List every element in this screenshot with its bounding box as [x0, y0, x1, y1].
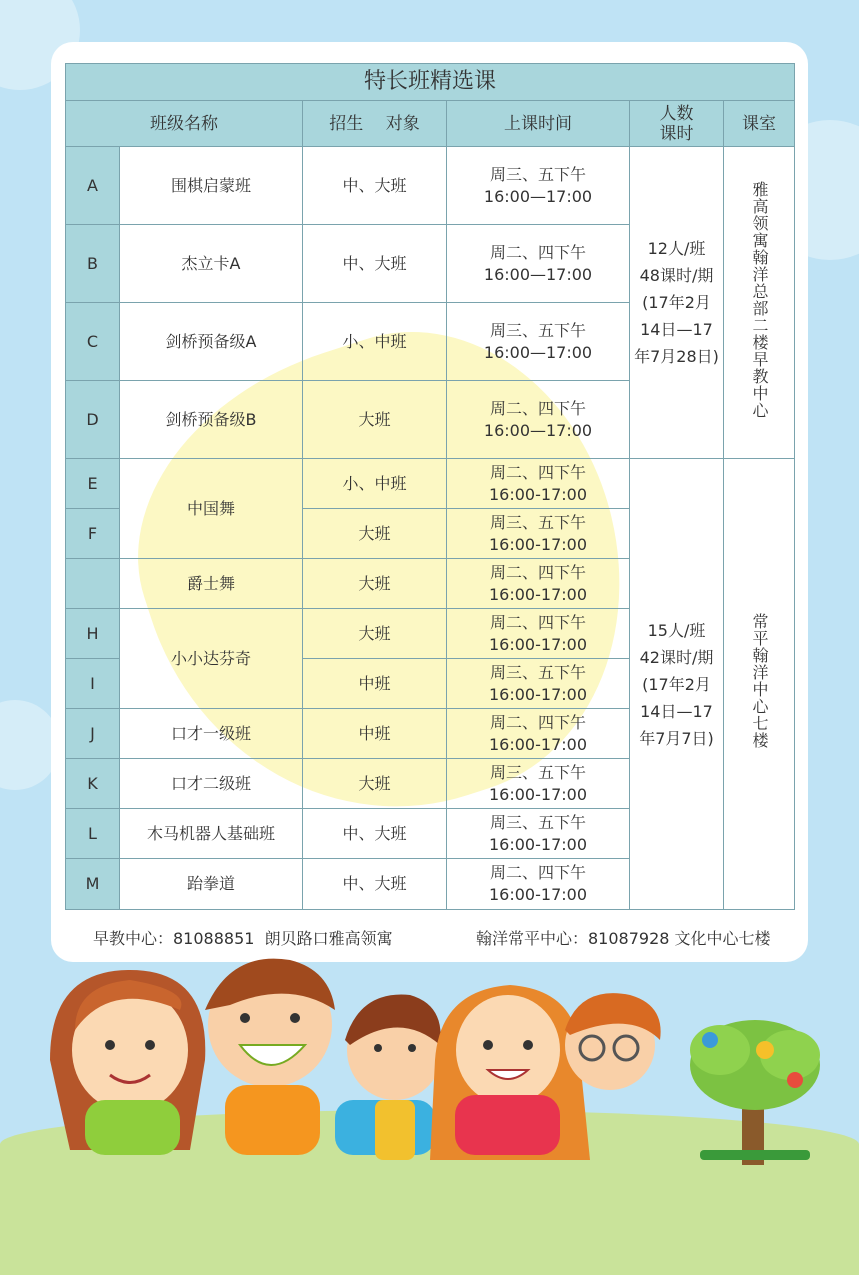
class-name: 跆拳道: [120, 859, 303, 910]
row-letter: [66, 559, 120, 609]
row-letter: K: [66, 759, 120, 809]
class-time: 周二、四下午 16:00-17:00: [447, 859, 630, 910]
class-target: 大班: [303, 509, 447, 559]
class-name: 小小达芬奇: [120, 609, 303, 709]
table-title: 特长班精选课: [66, 64, 795, 101]
group1-count: 12人/班 48课时/期 (17年2月 14日—17 年7月28日): [630, 147, 724, 459]
class-target: 中、大班: [303, 147, 447, 225]
class-name: 木马机器人基础班: [120, 809, 303, 859]
class-time: 周三、五下午 16:00-17:00: [447, 809, 630, 859]
class-name: 口才二级班: [120, 759, 303, 809]
header-target: 招生 对象: [303, 101, 447, 147]
row-letter: L: [66, 809, 120, 859]
class-time: 周二、四下午 16:00-17:00: [447, 559, 630, 609]
class-name: 围棋启蒙班: [120, 147, 303, 225]
class-time: 周二、四下午 16:00—17:00: [447, 225, 630, 303]
row-letter: A: [66, 147, 120, 225]
schedule-table: [65, 63, 795, 910]
header-room: 课室: [724, 101, 795, 147]
group1-room-text: 雅高领寓翰洋总部二楼早教中心: [750, 180, 770, 419]
row-letter: D: [66, 381, 120, 459]
class-time: 周二、四下午 16:00-17:00: [447, 709, 630, 759]
class-target: 中、大班: [303, 225, 447, 303]
footer-right-contact: 翰洋常平中心：81087928 文化中心七楼: [476, 929, 771, 948]
class-target: 中班: [303, 709, 447, 759]
class-time: 周三、五下午 16:00—17:00: [447, 303, 630, 381]
header-count: 人数 课时: [630, 101, 724, 147]
class-name: 爵士舞: [120, 559, 303, 609]
class-target: 小、中班: [303, 303, 447, 381]
boy-laughing-illustration: [205, 959, 335, 1155]
class-name: 杰立卡A: [120, 225, 303, 303]
group2-count: 15人/班 42课时/期 (17年2月 14日—17 年7月7日): [630, 459, 724, 910]
class-target: 中、大班: [303, 809, 447, 859]
class-target: 中、大班: [303, 859, 447, 910]
class-target: 大班: [303, 609, 447, 659]
row-letter: J: [66, 709, 120, 759]
row-letter: F: [66, 509, 120, 559]
header-time: 上课时间: [447, 101, 630, 147]
footer-left-contact: 早教中心：81088851 朗贝路口雅高领寓: [93, 929, 393, 948]
class-target: 大班: [303, 381, 447, 459]
row-letter: B: [66, 225, 120, 303]
row-letter: M: [66, 859, 120, 910]
class-target: 大班: [303, 759, 447, 809]
row-letter: C: [66, 303, 120, 381]
boy-glasses-illustration: [565, 993, 661, 1090]
class-time: 周二、四下午 16:00-17:00: [447, 609, 630, 659]
girl-left-illustration: [50, 970, 205, 1155]
cartoon-children-illustration: [30, 950, 690, 1190]
row-letter: H: [66, 609, 120, 659]
row-letter: E: [66, 459, 120, 509]
class-name: 中国舞: [120, 459, 303, 559]
group2-room-text: 常平翰洋中心七楼: [750, 613, 770, 749]
class-target: 中班: [303, 659, 447, 709]
tree-illustration: [680, 1010, 830, 1175]
class-time: 周三、五下午 16:00—17:00: [447, 147, 630, 225]
boy-thinking-illustration: [335, 995, 443, 1160]
group2-room: [724, 459, 795, 910]
class-time: 周二、四下午 16:00-17:00: [447, 459, 630, 509]
header-name: 班级名称: [66, 101, 303, 147]
class-time: 周二、四下午 16:00—17:00: [447, 381, 630, 459]
class-name: 口才一级班: [120, 709, 303, 759]
class-time: 周三、五下午 16:00-17:00: [447, 659, 630, 709]
group1-room: [724, 147, 795, 459]
girl-smiling-illustration: [430, 985, 590, 1160]
class-time: 周三、五下午 16:00-17:00: [447, 509, 630, 559]
class-name: 剑桥预备级B: [120, 381, 303, 459]
class-time: 周三、五下午 16:00-17:00: [447, 759, 630, 809]
class-target: 小、中班: [303, 459, 447, 509]
class-name: 剑桥预备级A: [120, 303, 303, 381]
class-target: 大班: [303, 559, 447, 609]
row-letter: I: [66, 659, 120, 709]
